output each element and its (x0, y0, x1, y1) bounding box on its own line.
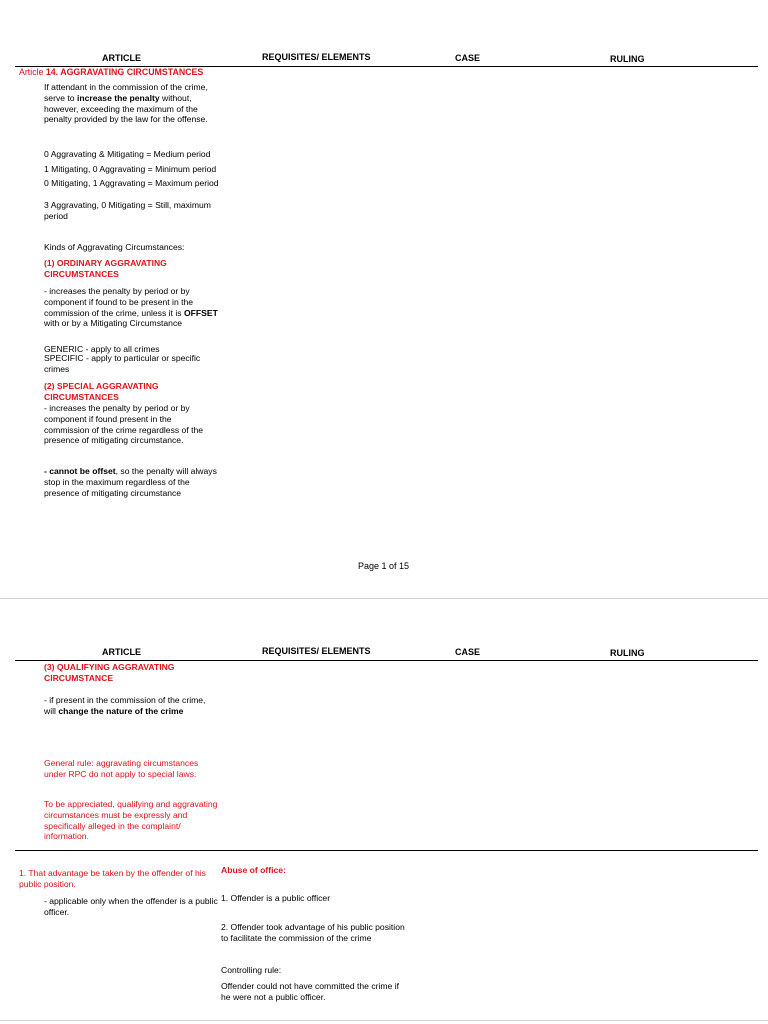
controlling-text: Offender could not have committed the crime if he were not a public officer. (221, 981, 400, 1002)
general-rule: General rule: aggravating circumstances under RPC do not apply to special laws. (44, 758, 199, 779)
requisite-1: 1. Offender is a public officer (221, 893, 331, 903)
header-article: ARTICLE (102, 647, 141, 657)
rule-3: 0 Mitigating, 1 Aggravating = Maximum period (44, 178, 219, 188)
article-title (19, 67, 203, 78)
item-1-title: 1. That advantage be taken by the offender of his public position. (19, 868, 206, 889)
qualifying-desc-1: - if present in the commission of the crime, will (44, 695, 206, 716)
rule-2: 1 Mitigating, 0 Aggravating = Minimum period (44, 164, 217, 174)
specific-line: SPECIFIC - apply to particular or specific crimes (44, 353, 201, 374)
kinds-label: Kinds of Aggravating Circumstances: (44, 242, 185, 252)
header-case: CASE (455, 53, 481, 63)
rule-1: 0 Aggravating & Mitigating = Medium period (44, 149, 211, 159)
rule-4: 3 Aggravating, 0 Mitigating = Still, maximum period (44, 200, 211, 221)
header-requisites: REQUISITES/ ELEMENTS (262, 52, 371, 62)
page-number: Page 1 of 15 (358, 561, 410, 571)
intro-text-1: If attendant in the commission of the crime, serve to (44, 82, 208, 103)
special-title: (2) SPECIAL AGGRAVATING CIRCUMSTANCES (44, 381, 159, 402)
header-article: ARTICLE (102, 53, 141, 63)
header-case: CASE (455, 647, 481, 657)
special-bold: - cannot be offset (44, 466, 116, 476)
qualifying-desc (44, 695, 216, 717)
special-offset (44, 466, 220, 498)
ordinary-title: (1) ORDINARY AGGRAVATING CIRCUMSTANCES (44, 258, 167, 279)
page-separator (0, 598, 768, 599)
article-title-text: 14. AGGRAVATING CIRCUMSTANCES (45, 67, 204, 77)
ordinary-desc-2: with or by a Mitigating Circumstance (44, 318, 183, 329)
header-ruling: RULING (610, 648, 645, 658)
intro-bold: increase the penalty (76, 92, 160, 103)
header-requisites: REQUISITES/ ELEMENTS (262, 646, 371, 656)
page-separator-bottom (0, 1020, 768, 1021)
appreciated-rule: To be appreciated, qualifying and aggravating circumstances must be expressly and specifically alleged in the complaint/ information. (44, 799, 218, 842)
section-rule (15, 850, 758, 851)
ordinary-bold: OFFSET (183, 307, 218, 318)
qualifying-title: (3) QUALIFYING AGGRAVATING CIRCUMSTANCE (44, 662, 175, 683)
requisite-2: 2. Offender took advantage of his public position to facilitate the commission of the crime (221, 922, 405, 943)
ordinary-desc (44, 286, 222, 329)
article-title-prefix: Article (19, 67, 46, 77)
item-1-desc: - applicable only when the offender is a public officer. (44, 896, 218, 917)
special-desc-2: , so the penalty will always stop in the maximum regardless of the presence of mitigating circumstance (44, 466, 217, 498)
abuse-title: Abuse of office: (221, 865, 286, 875)
header-rule (15, 660, 758, 661)
intro-text-2: without, however, exceeding the maximum of the penalty provided by the law for the offense. (44, 92, 208, 125)
controlling-label: Controlling rule: (221, 965, 282, 975)
special-desc: - increases the penalty by period or by component if found present in the commission of the crime regardless of the presence of mitigating circumstance. (44, 403, 204, 446)
generic-line: GENERIC - apply to all crimes (44, 344, 160, 354)
intro-paragraph (44, 82, 216, 125)
header-ruling: RULING (610, 54, 645, 64)
ordinary-desc-1: - increases the penalty by period or by component if found to be present in the commission of the crime, unless it is (44, 286, 194, 318)
qualifying-bold: change the nature of the crime (58, 705, 184, 716)
